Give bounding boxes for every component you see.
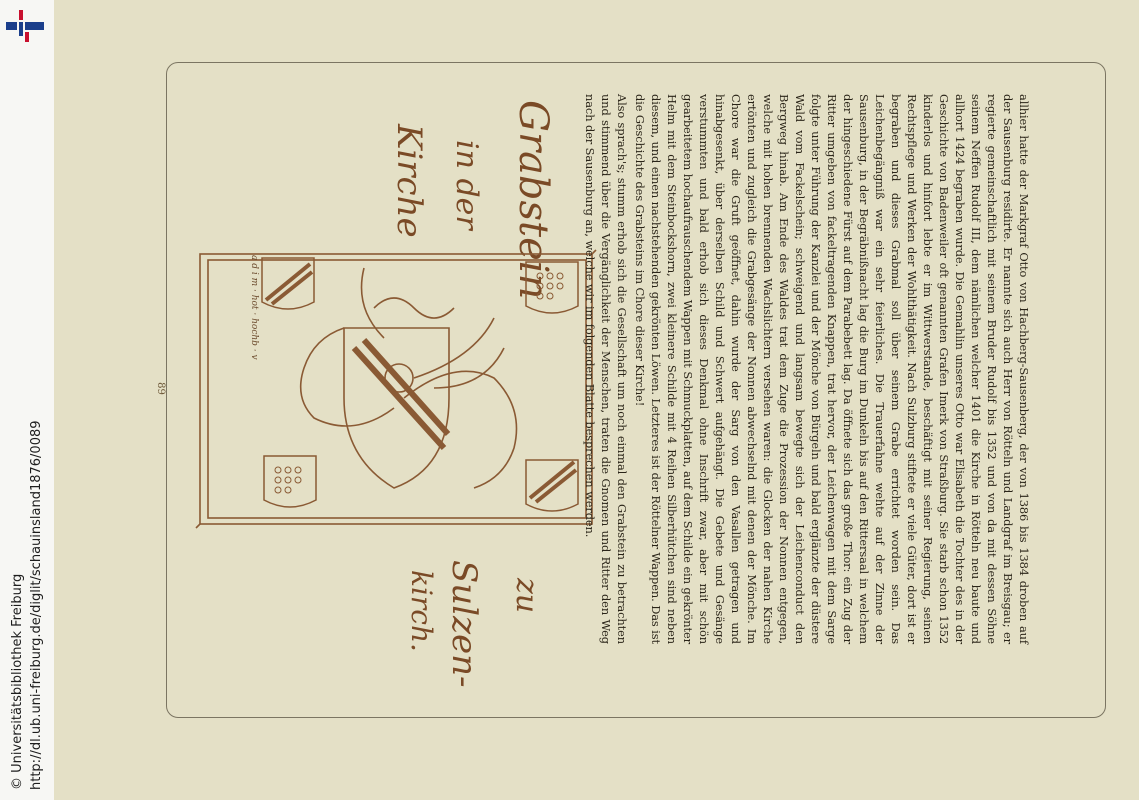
title-line-3: Kirche xyxy=(389,124,429,238)
scanned-page xyxy=(54,0,1139,800)
body-text xyxy=(583,94,1032,644)
title-line-1: Grabstein xyxy=(510,100,556,300)
paragraph-1: allhier hatte der Markgraf Otto von Hachberg-Sausenberg, der von 1386 bis 1384 droben auf der Sausenburg residirte. Er nannte sich auch Herr von Rötteln und Landgraf im Breisgau; er regierte gemeinschaftlich mit seinem Bruder Rudolf bis 1352 und von da mit dessen Söhne seinem Neffen Rudolf III, dem nämlichen welcher 1401 die Kirche in Rötteln neu baute und allhort 1424 begraben wurde. Die Gemahlin unseres Otto war Elisabeth die Tochter des in der Geschichte von Badenweiler oft genannten Grafen Imerk von Straßburg. Sie starb schon 1352 kinderlos und hinfort lebte er im Wittwerstande, beschäftigt mit seiner Regierung, seinen Rechtspflege und Werken der Wohlthätigkeit. Nach Sulzburg stiftete er viele Güter, dort ist er begraben und dieses Grabmal soll über seinem Grabe errichtet worden sein. Das Leichenbegängniß war ein sehr feierliches. Die Trauerfahne wehte auf der Zinne der Sausenburg, in der Begräbnißnacht lag die Burg im Dunkeln bis auf den Rittersaal in welchem der hingeschiedene Fürst auf dem Parabebett lag. Da öffnete sich das große Thor: ein Zug der Ritter umgeben von fackeltragenden Knappen, trat hervor, der Leichenwagen mit dem Sarge folgte unter Führung der Kanzlei und der Mönche von Bürgeln und bald erglänzte der düstere Wald vom Fackelschein; schweigend und langsam bewegte sich der Leichenconduct den Bergweg hinab. Am Ende des Waldes trat dem Zuge die Prozession der Nonnen entgegen, welche mit hohen brennenden Wachslichtern versehen waren: die Glocken der nahen Kirche ertönten und zugleich die Grabgesänge der Nonnen abwechselnd mit denen der Mönche. Im Chore war die Gruft geöffnet, dahin wurde der Sarg von den Vasallen getragen und hinabgesenkt, über derselben Schild und Schwert aufgehängt. Die Gebete und Gesänge verstummten und bald erhob sich dieses Denkmal ohne Inschrift zwar, aber mit schön gearbeitetem hochaufrauschendem Wappen mit Schmuckplatten, auf dem Schilde ein gekrönter Helm mit dem Steinbockshorn, zwei kleinere Schilde mit 4 Reihen Silberhütchen sind neben diesem, und einen nachstehenden gekrönten Löwen. Letzteres ist der Röttelner Wappen. Das ist die Geschichte des Grabsteins im Chore dieser Kirche! xyxy=(633,94,1031,644)
viewer-sidebar xyxy=(0,0,55,800)
gravestone-inscription: a d i m · hot · hochb · v xyxy=(249,255,259,360)
page-number: 89 xyxy=(154,382,166,395)
subtitle-line-2: Sulzen- xyxy=(444,560,484,688)
corner-shield-top-right xyxy=(526,460,578,511)
corner-shield-bottom-left xyxy=(262,258,314,309)
copyright-notice: © Universitätsbibliothek Freiburg xyxy=(10,573,25,790)
title-line-2: in der xyxy=(449,140,484,230)
subtitle-line-3: kirch. xyxy=(405,570,438,652)
corner-shield-top-left xyxy=(264,456,316,507)
subtitle-line-1: zu xyxy=(509,578,544,614)
corner-shield-bottom-right xyxy=(526,262,578,313)
central-coat-of-arms xyxy=(301,268,517,488)
source-url[interactable]: http://dl.ub.uni-freiburg.de/diglit/schauinsland1876/0089 xyxy=(29,420,44,790)
paragraph-2: Also sprach's; stumm erhob sich die Gesellschaft um noch einmal den Grabstein zu betrachten und stimmend über die Vergänglichkeit der Menschen, traten die Gnomen und Ritter den Weg nach der Sausenburg an, welche wir im folgenden Blatte besprechen werden. xyxy=(583,94,629,644)
